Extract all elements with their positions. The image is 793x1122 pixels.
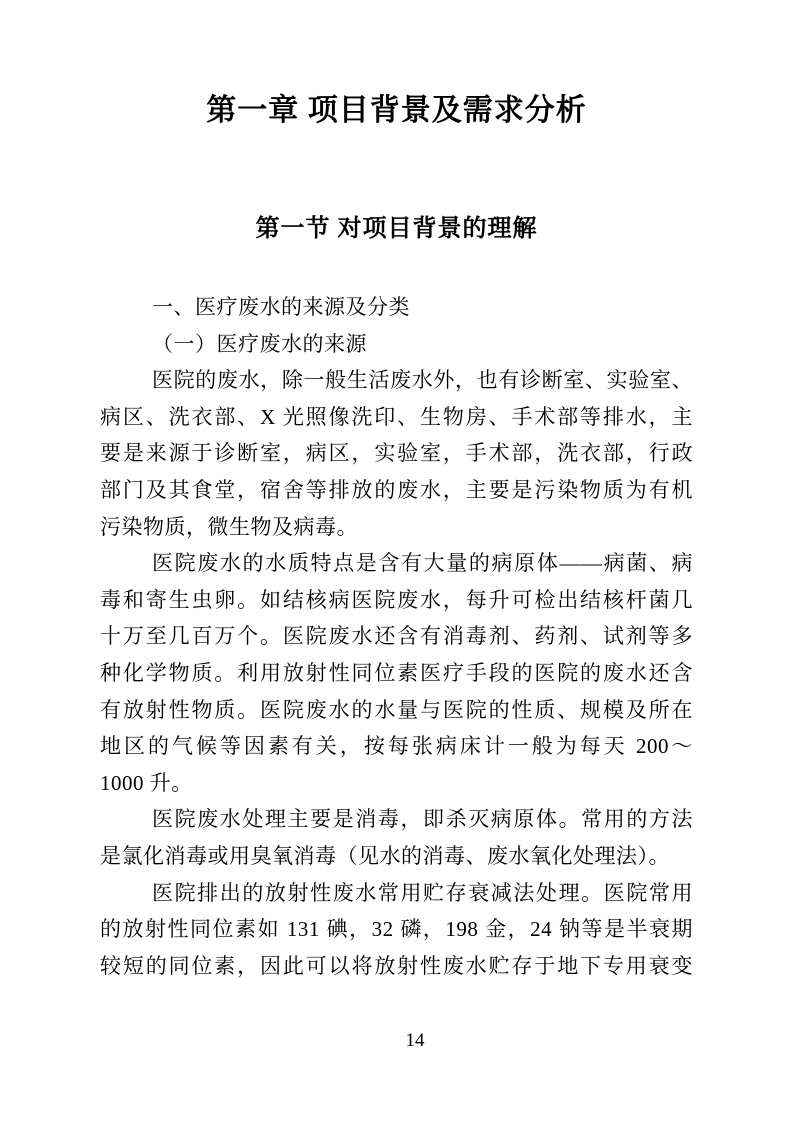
body-line: 有放射性物质。医院废水的水量与医院的性质、规模及所在: [100, 697, 693, 722]
page-number: 14: [405, 1030, 425, 1051]
body-paragraphs: [100, 289, 693, 984]
body-line: 污染物质，微生物及病毒。: [100, 514, 358, 539]
page-content: [100, 0, 693, 984]
body-line: 医院废水的水质特点是含有大量的病原体——病菌、病: [152, 551, 693, 576]
body-line: 要是来源于诊断室，病区，实验室，手术部，洗衣部，行政: [100, 441, 693, 466]
body-line: 病区、洗衣部、X 光照像洗印、生物房、手术部等排水，主: [100, 404, 693, 429]
section-title: 第一节 对项目背景的理解: [255, 216, 538, 242]
body-line: 毒和寄生虫卵。如结核病医院废水，每升可检出结核杆菌几: [100, 587, 693, 612]
body-line: 的放射性同位素如 131 碘，32 磷，198 金，24 钠等是半衰期: [100, 917, 693, 942]
body-line: 较短的同位素，因此可以将放射性废水贮存于地下专用衰变: [100, 953, 693, 978]
chapter-title: 第一章 项目背景及需求分析: [206, 94, 587, 127]
body-line: 十万至几百万个。医院废水还含有消毒剂、药剂、试剂等多: [100, 624, 693, 649]
page-footer: [0, 1031, 793, 1050]
body-line: 种化学物质。利用放射性同位素医疗手段的医院的废水还含: [100, 660, 693, 685]
body-line: 一、医疗废水的来源及分类: [152, 295, 410, 319]
body-line: 地区的气候等因素有关，按每张病床计一般为每天 200～: [100, 734, 693, 759]
body-line: （一）医疗废水的来源: [152, 331, 367, 356]
body-line: 是氯化消毒或用臭氧消毒（见水的消毒、废水氧化处理法）。: [100, 843, 670, 868]
body-line: 1000 升。: [100, 770, 193, 795]
body-line: 医院废水处理主要是消毒，即杀灭病原体。常用的方法: [152, 807, 693, 832]
body-line: 医院排出的放射性废水常用贮存衰减法处理。医院常用: [152, 880, 693, 905]
body-line: 医院的废水，除一般生活废水外，也有诊断室、实验室、: [152, 368, 693, 393]
body-line: 部门及其食堂，宿舍等排放的废水，主要是污染物质为有机: [100, 477, 693, 502]
